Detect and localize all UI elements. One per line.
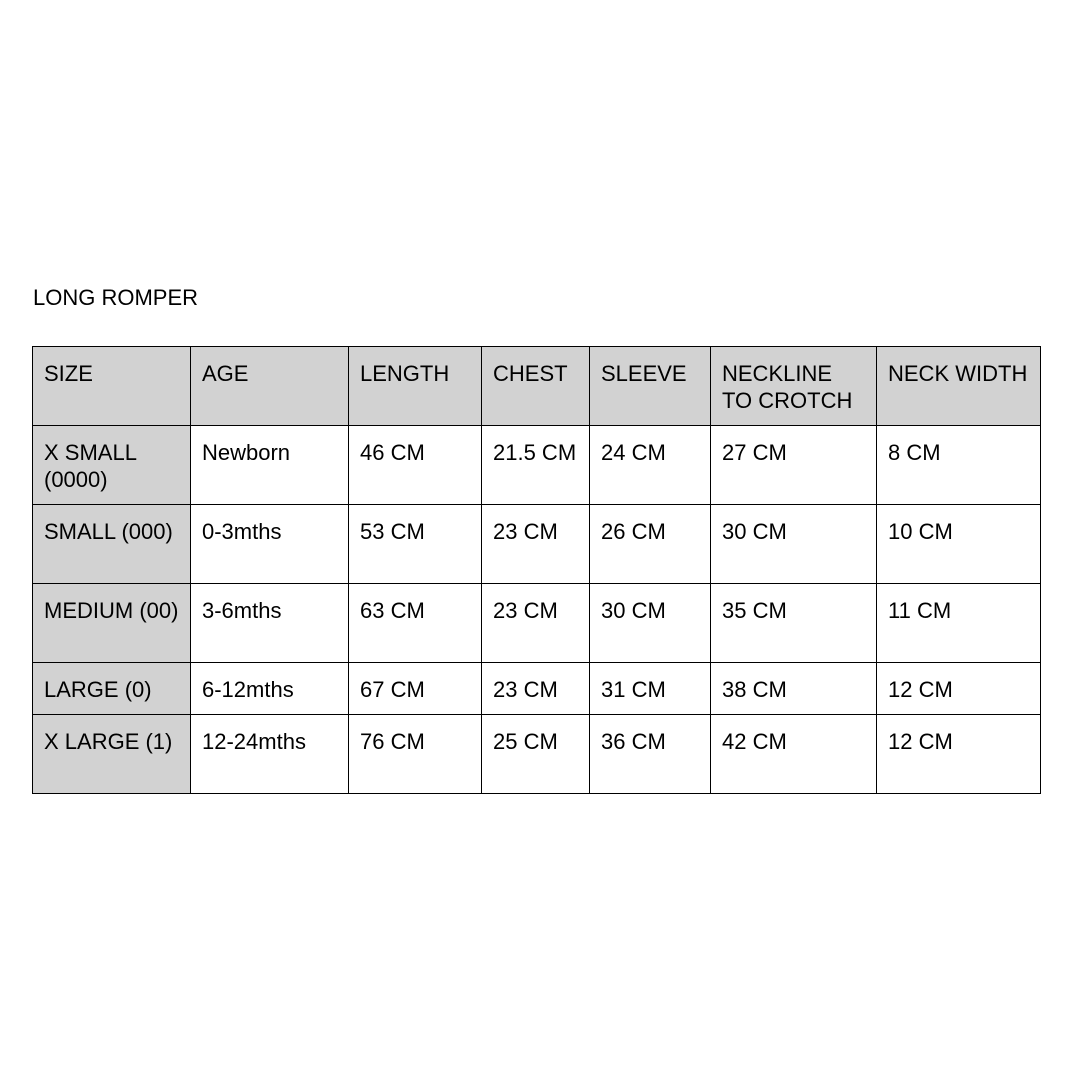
header-sleeve: SLEEVE — [590, 347, 711, 426]
length-cell: 46 CM — [349, 426, 482, 505]
age-cell: Newborn — [191, 426, 349, 505]
neck-width-cell: 12 CM — [877, 715, 1041, 794]
neck-width-cell: 10 CM — [877, 505, 1041, 584]
header-length: LENGTH — [349, 347, 482, 426]
neck-width-cell: 12 CM — [877, 663, 1041, 715]
table-row — [33, 584, 1041, 663]
chest-cell: 23 CM — [482, 505, 590, 584]
chest-cell: 23 CM — [482, 663, 590, 715]
sleeve-cell: 31 CM — [590, 663, 711, 715]
neckline-to-crotch-cell: 42 CM — [711, 715, 877, 794]
chest-cell: 25 CM — [482, 715, 590, 794]
header-neck-width: NECK WIDTH — [877, 347, 1041, 426]
sleeve-cell: 24 CM — [590, 426, 711, 505]
table-row — [33, 663, 1041, 715]
neckline-to-crotch-cell: 27 CM — [711, 426, 877, 505]
size-cell: LARGE (0) — [33, 663, 191, 715]
size-cell: SMALL (000) — [33, 505, 191, 584]
table-header-row — [33, 347, 1041, 426]
age-cell: 3-6mths — [191, 584, 349, 663]
age-cell: 0-3mths — [191, 505, 349, 584]
size-cell: X LARGE (1) — [33, 715, 191, 794]
size-cell: MEDIUM (00) — [33, 584, 191, 663]
age-cell: 6-12mths — [191, 663, 349, 715]
page-title: LONG ROMPER — [33, 285, 199, 310]
sleeve-cell: 30 CM — [590, 584, 711, 663]
chest-cell: 23 CM — [482, 584, 590, 663]
length-cell: 76 CM — [349, 715, 482, 794]
neckline-to-crotch-cell: 30 CM — [711, 505, 877, 584]
length-cell: 63 CM — [349, 584, 482, 663]
neckline-to-crotch-cell: 35 CM — [711, 584, 877, 663]
sleeve-cell: 36 CM — [590, 715, 711, 794]
sleeve-cell: 26 CM — [590, 505, 711, 584]
length-cell: 53 CM — [349, 505, 482, 584]
length-cell: 67 CM — [349, 663, 482, 715]
size-cell: X SMALL (0000) — [33, 426, 191, 505]
header-age: AGE — [191, 347, 349, 426]
size-chart-table — [32, 346, 1041, 794]
table-row — [33, 505, 1041, 584]
age-cell: 12-24mths — [191, 715, 349, 794]
header-neckline-to-crotch: NECKLINE TO CROTCH — [711, 347, 877, 426]
neck-width-cell: 8 CM — [877, 426, 1041, 505]
header-chest: CHEST — [482, 347, 590, 426]
neck-width-cell: 11 CM — [877, 584, 1041, 663]
header-size: SIZE — [33, 347, 191, 426]
neckline-to-crotch-cell: 38 CM — [711, 663, 877, 715]
table-row — [33, 426, 1041, 505]
chest-cell: 21.5 CM — [482, 426, 590, 505]
table-row — [33, 715, 1041, 794]
